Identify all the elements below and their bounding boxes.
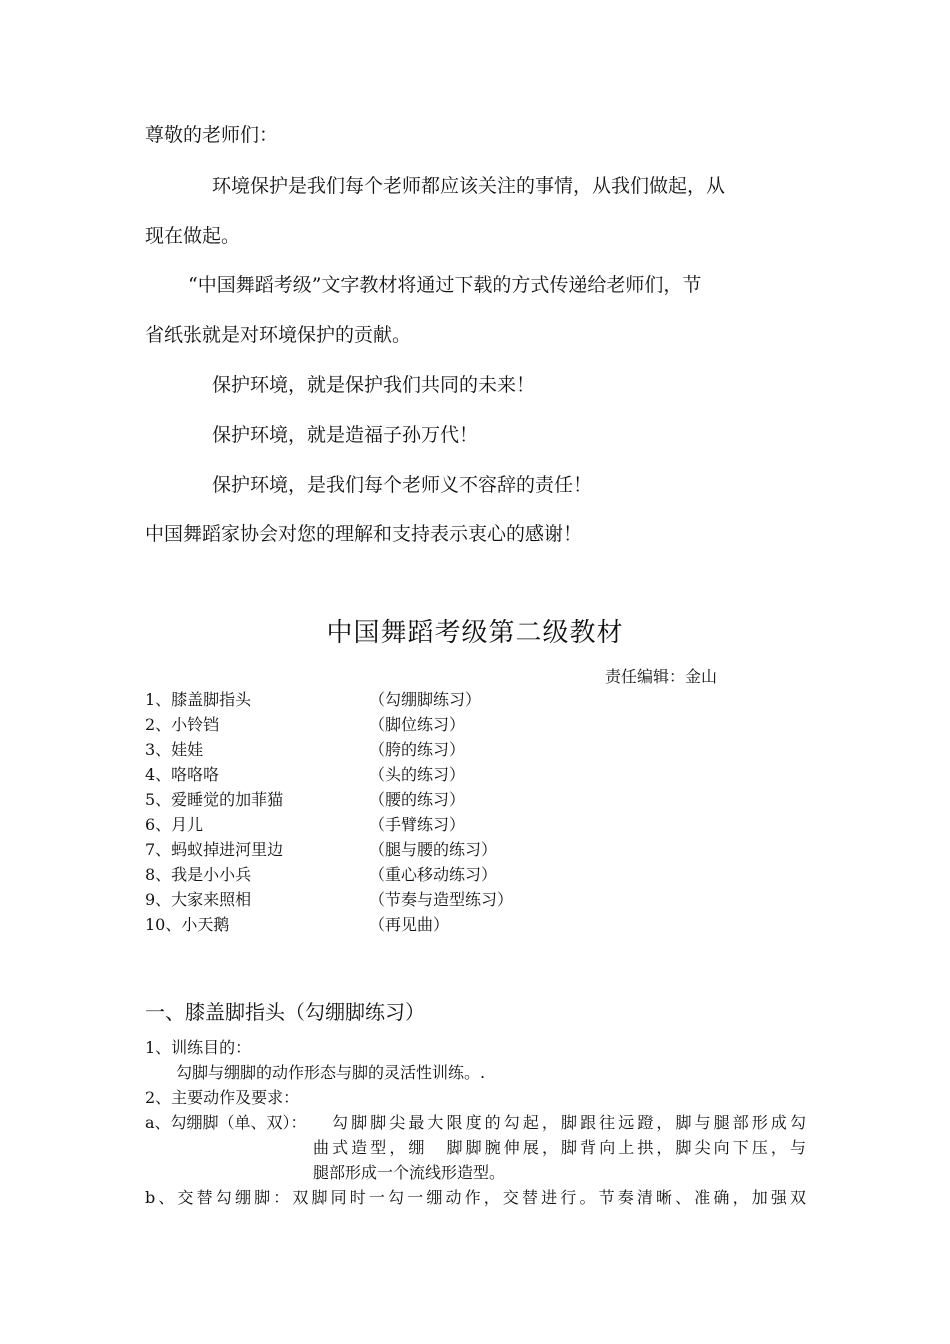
toc-item	[145, 687, 645, 712]
toc-item	[145, 837, 645, 862]
toc-item-desc: （节奏与造型练习）	[369, 890, 514, 909]
actions-label: 2、主要动作及要求：	[145, 1088, 300, 1107]
editor-credit: 责任编辑：金山	[605, 667, 718, 686]
toc-item-desc: （胯的练习）	[369, 740, 466, 759]
action-a-text: 腿部形成一个流线形造型。	[313, 1163, 506, 1182]
slogan: 保护环境，就是保护我们共同的未来！	[212, 374, 536, 396]
salutation: 尊敬的老师们：	[145, 124, 279, 146]
toc-item-desc: （再见曲）	[369, 915, 450, 934]
action-a-label: a、勾绷脚（单、双）：	[145, 1113, 307, 1132]
toc-item-name: 3、娃娃	[145, 740, 204, 759]
toc-item-desc: （手臂练习）	[369, 815, 466, 834]
toc-item-desc: （腿与腰的练习）	[369, 840, 498, 859]
slogan: 保护环境，是我们每个老师义不容辞的责任！	[212, 474, 593, 496]
purpose-label: 1、训练目的：	[145, 1038, 252, 1057]
slogan: 保护环境，就是造福子孙万代！	[212, 424, 479, 446]
toc-item	[145, 762, 645, 787]
toc-item	[145, 862, 645, 887]
paragraph-line: 环境保护是我们每个老师都应该关注的事情，从我们做起，从	[212, 175, 726, 197]
paragraph-line: “中国舞蹈考级”文字教材将通过下载的方式传递给老师们，节	[188, 274, 702, 296]
toc-item	[145, 737, 645, 762]
toc-item-name: 7、蚂蚁掉进河里边	[145, 840, 284, 859]
toc-item-desc: （脚位练习）	[369, 715, 466, 734]
toc-item-desc: （腰的练习）	[369, 790, 466, 809]
paragraph-line: 现在做起。	[145, 225, 241, 247]
toc-item	[145, 712, 645, 737]
action-a-text: 勾脚脚尖最大限度的勾起，脚跟往远蹬，脚与腿部形成勾	[332, 1113, 806, 1132]
table-of-contents	[145, 687, 645, 937]
toc-item-name: 4、咯咯咯	[145, 765, 220, 784]
thanks-line: 中国舞蹈家协会对您的理解和支持表示衷心的感谢！	[145, 523, 583, 545]
action-b-text: b、交替勾绷脚：双脚同时一勾一绷动作，交替进行。节奏清晰、准确，加强双	[145, 1188, 806, 1207]
toc-item-name: 1、膝盖脚指头	[145, 690, 252, 709]
purpose-text: 勾脚与绷脚的动作形态与脚的灵活性训练。.	[176, 1063, 486, 1082]
toc-item-name: 5、爱睡觉的加菲猫	[145, 790, 284, 809]
toc-item-desc: （重心移动练习）	[369, 865, 498, 884]
toc-item-name: 9、大家来照相	[145, 890, 252, 909]
toc-item-name: 6、月儿	[145, 815, 204, 834]
toc-item	[145, 812, 645, 837]
toc-item-desc: （头的练习）	[369, 765, 466, 784]
action-a-text: 曲式造型，绷 脚脚腕伸展，脚背向上拱，脚尖向下压，与	[313, 1138, 806, 1157]
toc-item-desc: （勾绷脚练习）	[369, 690, 482, 709]
toc-item-name: 2、小铃铛	[145, 715, 220, 734]
paragraph-line: 省纸张就是对环境保护的贡献。	[145, 324, 412, 346]
toc-item-name: 10、小天鹅	[145, 915, 230, 934]
document-title: 中国舞蹈考级第二级教材	[326, 618, 624, 648]
toc-item	[145, 912, 645, 937]
toc-item	[145, 787, 645, 812]
section-heading: 一、膝盖脚指头（勾绷脚练习）	[145, 1000, 425, 1024]
toc-item	[145, 887, 645, 912]
toc-item-name: 8、我是小小兵	[145, 865, 252, 884]
